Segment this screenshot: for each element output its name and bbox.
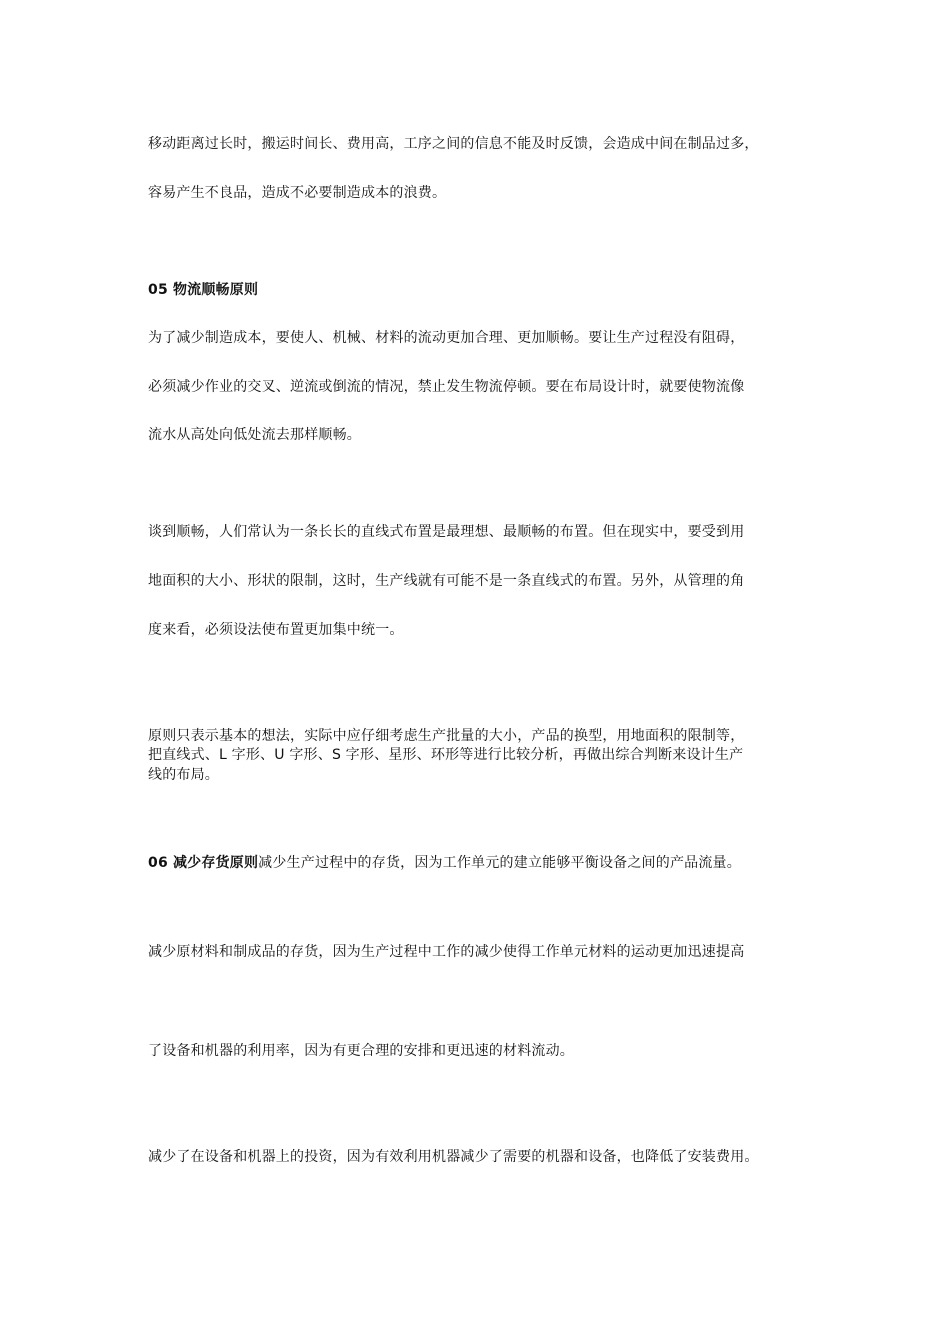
section-05-paragraph-3-line-3: 线的布局。 <box>148 767 219 783</box>
paragraph-1-line-2: 容易产生不良品，造成不必要制造成本的浪费。 <box>148 185 447 201</box>
section-05-paragraph-1-line-2: 必须减少作业的交叉、逆流或倒流的情况，禁止发生物流停顿。要在布局设计时，就要使物流像 <box>148 379 745 395</box>
section-06-paragraph-3-line-1: 减少了在设备和机器上的投资，因为有效利用机器减少了需要的机器和设备，也降低了安装费用。 <box>148 1149 759 1165</box>
section-06-heading-rest: 减少生产过程中的存货，因为工作单元的建立能够平衡设备之间的产品流量。 <box>258 855 741 871</box>
section-05-paragraph-2-line-2: 地面积的大小、形状的限制，这时，生产线就有可能不是一条直线式的布置。另外，从管理的角 <box>148 573 745 589</box>
section-06-heading-line <box>148 853 741 873</box>
section-05-paragraph-2-line-3: 度来看，必须设法使布置更加集中统一。 <box>148 622 404 638</box>
section-05-paragraph-1-line-3: 流水从高处向低处流去那样顺畅。 <box>148 427 361 443</box>
section-06-heading: 06 减少存货原则 <box>148 855 259 871</box>
section-06-paragraph-2-line-1: 了设备和机器的利用率，因为有更合理的安排和更迅速的材料流动。 <box>148 1043 574 1059</box>
paragraph-1-line-1: 移动距离过长时，搬运时间长、费用高，工序之间的信息不能及时反馈，会造成中间在制品过多， <box>148 136 759 152</box>
section-05-paragraph-2-line-1: 谈到顺畅，人们常认为一条长长的直线式布置是最理想、最顺畅的布置。但在现实中，要受到用 <box>148 524 745 540</box>
section-05-paragraph-3-line-1: 原则只表示基本的想法，实际中应仔细考虑生产批量的大小，产品的换型，用地面积的限制等， <box>148 728 745 744</box>
section-06-paragraph-1-line-1: 减少原材料和制成品的存货，因为生产过程中工作的减少使得工作单元材料的运动更加迅速提高 <box>148 944 745 960</box>
section-05-heading: 05 物流顺畅原则 <box>148 282 259 298</box>
section-05-paragraph-3-line-2: 把直线式、L 字形、U 字形、S 字形、星形、环形等进行比较分析，再做出综合判断来设计生产 <box>148 747 744 763</box>
section-05-paragraph-1-line-1: 为了减少制造成本，要使人、机械、材料的流动更加合理、更加顺畅。要让生产过程没有阻碍， <box>148 330 745 346</box>
